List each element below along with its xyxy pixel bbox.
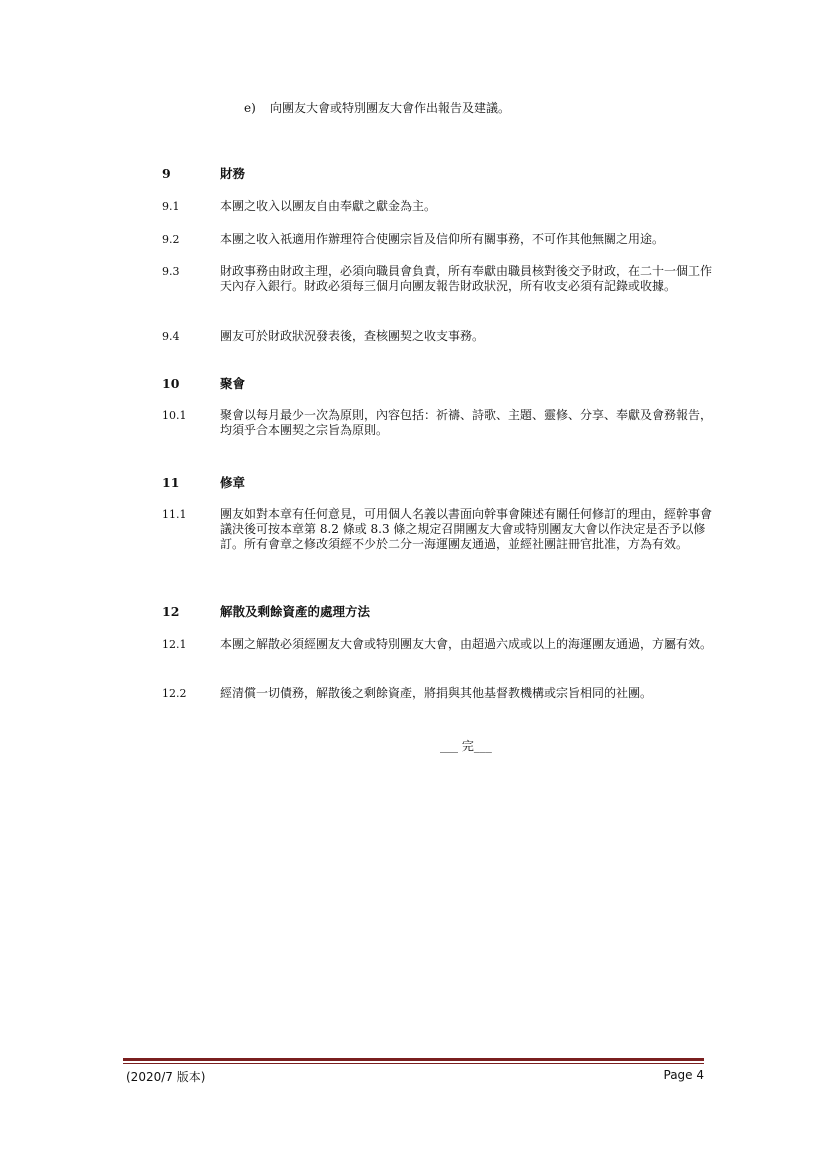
clause-text: 本團之解散必須經團友大會或特別團友大會，由超過六成或以上的海運團友通過，方屬有效。	[220, 637, 713, 651]
section-heading-11	[162, 475, 245, 491]
clause-text: 團友可於財政狀況發表後，查核團契之收支事務。	[220, 329, 485, 343]
clause-number: 9.3	[162, 265, 180, 278]
clause-9-2	[162, 232, 722, 248]
clause-text: 本團之收入以團友自由奉獻之獻金為主。	[220, 199, 437, 213]
clause-text: 財政事務由財政主理，必須向職員會負責，所有奉獻由職員核對後交予財政，在二十一個工作天內存入銀行。財政必須每三個月向團友報告財政狀況，所有收支必須有記錄或收據。	[220, 264, 713, 293]
section-number: 11	[162, 475, 180, 490]
clause-text: 經清償一切債務，解散後之剩餘資產，將捐與其他基督教機構或宗旨相同的社團。	[220, 686, 653, 700]
clause-number: 9.4	[162, 330, 180, 343]
clause-number: 11.1	[162, 508, 187, 521]
section-title: 解散及剩餘資產的處理方法	[220, 604, 371, 619]
section-heading-10	[162, 376, 245, 392]
clause-number: 9.2	[162, 233, 180, 246]
clause-number: 12.1	[162, 638, 187, 651]
clause-number: 10.1	[162, 409, 187, 422]
clause-11-1	[162, 507, 722, 569]
section-number: 9	[162, 166, 171, 181]
footer-page-number: Page 4	[663, 1068, 704, 1082]
clause-number: 9.1	[162, 200, 180, 213]
clause-9-1	[162, 199, 722, 215]
section-title: 聚會	[220, 376, 246, 391]
clause-9-3	[162, 264, 722, 310]
section-heading-9	[162, 166, 245, 182]
clause-text: 本團之收入祇適用作辦理符合使團宗旨及信仰所有關事務，不可作其他無關之用途。	[220, 232, 665, 246]
section-heading-12	[162, 604, 370, 620]
clause-text: 團友如對本章有任何意見，可用個人名義以書面向幹事會陳述有關任何修訂的理由，經幹事會議決後可按本章第 8.2 條或 8.3 條之規定召開團友大會或特別團友大會以作決定是否予以修訂。所有會章之修改須經不少於二分一海運團友通過，並經社團註冊官批准，方為有效。	[220, 507, 713, 551]
sub-item-letter: e)	[244, 101, 256, 115]
clause-text: 聚會以每月最少一次為原則，內容包括：祈禱、詩歌、主題、靈修、分享、奉獻及會務報告，均須乎合本團契之宗旨為原則。	[220, 408, 713, 437]
footer-rule	[123, 1058, 704, 1061]
section-title: 財務	[220, 166, 246, 181]
end-mark: ___ 完___	[440, 739, 492, 753]
footer-rule-thin	[123, 1063, 704, 1064]
section-number: 10	[162, 376, 180, 391]
section-title: 修章	[220, 475, 246, 490]
section-number: 12	[162, 604, 180, 619]
intro-sub-item	[244, 100, 510, 116]
clause-10-1	[162, 408, 722, 439]
clause-9-4	[162, 329, 722, 345]
footer-version: (2020/7 版本)	[126, 1070, 206, 1084]
clause-number: 12.2	[162, 687, 187, 700]
clause-12-1	[162, 637, 722, 668]
clause-12-2	[162, 686, 722, 702]
sub-item-text: 向團友大會或特別團友大會作出報告及建議。	[270, 101, 511, 115]
